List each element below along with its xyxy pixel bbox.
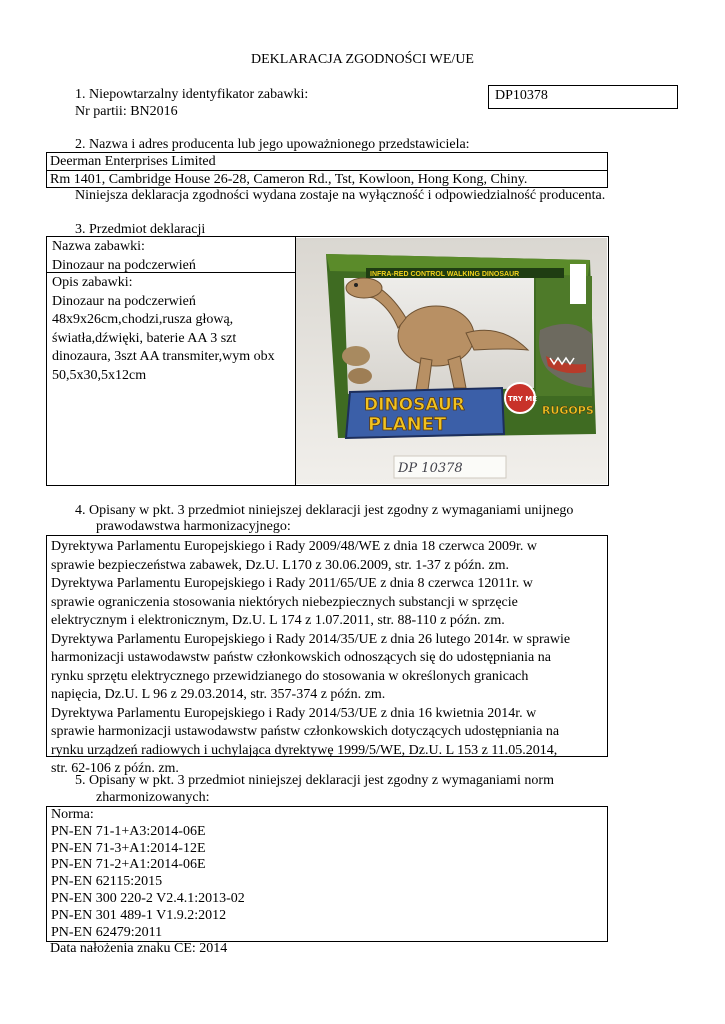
section-1-heading: 1. Niepowtarzalny identyfikator zabawki: (75, 87, 309, 102)
directive-line: napięcia, Dz.U. L 96 z 29.03.2014, str. 357-374 z późn. zm. (51, 687, 386, 702)
toy-description-line: 48x9x26cm,chodzi,rusza głową, (52, 312, 234, 327)
directive-line: Dyrektywa Parlamentu Europejskiego i Rady 2011/65/UE z dnia 8 czerwca 12011r. w (51, 576, 533, 591)
directive-line: sprawie bezpieczeństwa zabawek, Dz.U. L170 z 30.06.2009, str. 1-37 z późn. zm. (51, 557, 509, 573)
responsibility-note: Niniejsza deklaracja zgodności wydana zostaje na wyłączność i odpowiedzialność producenta. (75, 188, 606, 203)
norms-box (46, 806, 608, 942)
directive-line: sprawie harmonizacji ustawodawstw państw członkowskich dotyczących udostępniania na (51, 724, 560, 739)
directive-line: sprawie ograniczenia stosowania niektórych niebezpiecznych substancji w sprzęcie (51, 594, 518, 610)
manufacturer-name: Deerman Enterprises Limited (47, 153, 607, 171)
section-5-heading-line1: 5. Opisany w pkt. 3 przedmiot niniejszej deklaracji jest zgodny z wymaganiami norm (75, 773, 554, 788)
directive-line: Dyrektywa Parlamentu Europejskiego i Rady 2014/35/UE z dnia 26 lutego 2014r. w sprawie (51, 631, 571, 647)
section-4-heading-line2: prawodawstwa harmonizacyjnego: (96, 519, 291, 534)
product-photo (296, 238, 607, 484)
norm-item: PN-EN 301 489-1 V1.9.2:2012 (51, 907, 227, 923)
ce-marking-date: Data nałożenia znaku CE: 2014 (50, 941, 228, 956)
try-me-badge: TRY ME (508, 395, 538, 403)
toy-description-line: Dinozaur na podczerwień (52, 293, 196, 309)
norm-item: PN-EN 62115:2015 (51, 874, 163, 890)
section-4-heading-line1: 4. Opisany w pkt. 3 przedmiot niniejszej deklaracji jest zgodny z wymaganiami unijnego (75, 503, 574, 518)
toy-name-cell (52, 238, 196, 275)
norm-item: PN-EN 71-3+A1:2014-12E (51, 840, 206, 856)
directive-line: Dyrektywa Parlamentu Europejskiego i Rady 2009/48/WE z dnia 18 czerwca 2009r. w (51, 539, 537, 554)
directive-line: Dyrektywa Parlamentu Europejskiego i Rady 2014/53/UE z dnia 16 kwietnia 2014r. w (51, 705, 537, 721)
manufacturer-box (46, 152, 608, 188)
norm-item: PN-EN 300 220-2 V2.4.1:2013-02 (51, 890, 245, 906)
toy-description-line: światła,dźwięki, baterie AA 3 szt (52, 330, 237, 346)
manufacturer-address: Rm 1401, Cambridge House 26-28, Cameron Rd., Tst, Kowloon, Hong Kong, Chiny. (50, 172, 528, 187)
section-2-heading: 2. Nazwa i adres producenta lub jego upoważnionego przedstawiciela: (75, 137, 470, 152)
toy-description-line: dinozaura, 3szt AA transmiter,wym obx (52, 349, 275, 364)
directive-line: harmonizacji ustawodawstw państw członkowskich odnoszących się do udostępniania na (51, 650, 551, 665)
box-header-text: INFRA-RED CONTROL WALKING DINOSAUR (370, 271, 520, 278)
norm-item: PN-EN 71-1+A3:2014-06E (51, 823, 206, 839)
norm-item: PN-EN 71-2+A1:2014-06E (51, 857, 206, 873)
norm-item: PN-EN 62479:2011 (51, 924, 163, 940)
norms-label: Norma: (51, 807, 94, 822)
section-5-heading-line2: zharmonizowanych: (96, 790, 210, 805)
section-3-heading: 3. Przedmiot deklaracji (75, 222, 206, 237)
batch-number: Nr partii: BN2016 (75, 104, 178, 119)
directive-line: str. 62-106 z późn. zm. (51, 761, 179, 776)
brand-logo-line1: DINOSAUR (364, 395, 465, 415)
directive-line: rynku urządzeń radiowych i uchylająca dyrektywę 1999/5/WE, Dz.U. L 153 z 11.05.2014, (51, 742, 558, 758)
toy-identifier: DP10378 (495, 88, 548, 103)
directives-box (46, 535, 608, 776)
directive-line: elektrycznym i elektronicznym, Dz.U. L 174 z 1.07.2011, str. 88-110 z późn. zm. (51, 613, 505, 628)
handwritten-label: DP 10378 (398, 461, 463, 476)
toy-name-value: Dinozaur na podczerwień (52, 257, 196, 273)
toy-name-label: Nazwa zabawki: (52, 239, 145, 254)
brand-logo-line2: PLANET (368, 414, 447, 435)
toy-description-cell (52, 274, 275, 385)
toy-description-label: Opis zabawki: (52, 275, 133, 290)
directive-line: rynku sprzętu elektrycznego przewidzianego do stosowania w określonych granicach (51, 668, 529, 684)
toy-description-line: 50,5x30,5x12cm (52, 367, 147, 383)
toy-identifier-box (488, 85, 678, 109)
page-title: DEKLARACJA ZGODNOŚCI WE/UE (251, 52, 474, 67)
rugops-logo: RUGOPS (542, 404, 594, 417)
